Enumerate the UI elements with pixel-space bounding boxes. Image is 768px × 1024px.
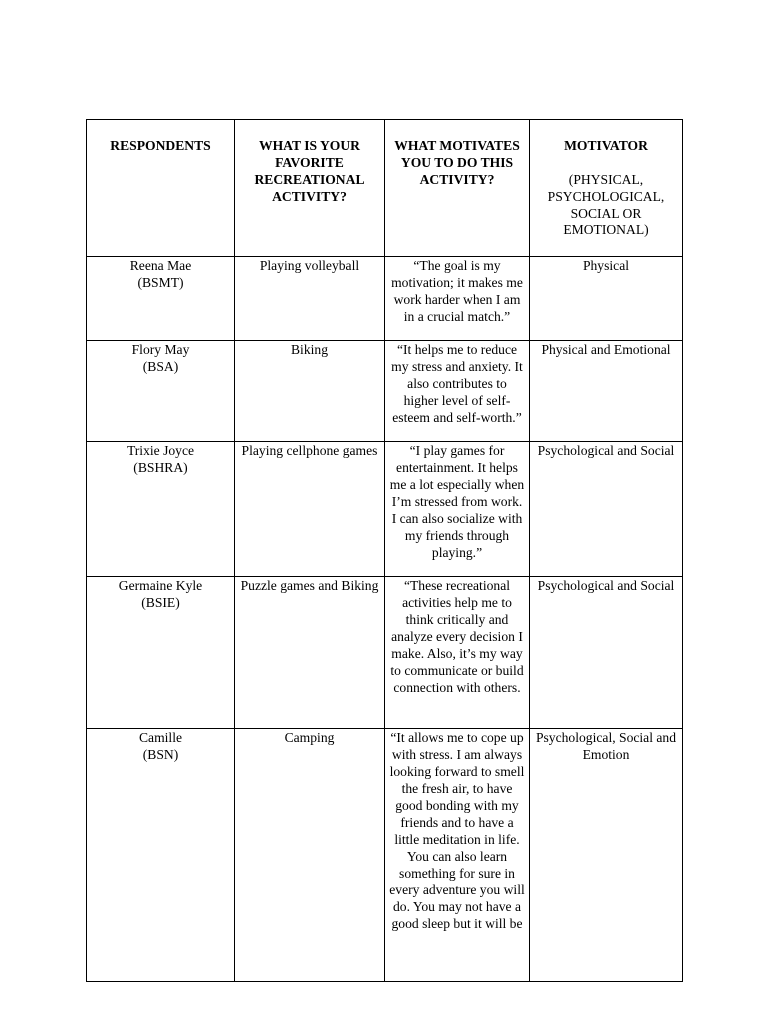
activity-cell: Playing volleyball <box>235 257 385 341</box>
header-motivator: MOTIVATOR (PHYSICAL, PSYCHOLOGICAL, SOCIAL OR EMOTIONAL) <box>530 120 683 257</box>
header-respondents: RESPONDENTS <box>87 120 235 257</box>
motivation-cell: “I play games for entertainment. It helps me a lot especially when I’m stressed from work. I can also socialize with my friends through playing.” <box>385 442 530 577</box>
motivator-cell: Physical and Emotional <box>530 341 683 442</box>
respondent-cell: Flory May (BSA) <box>87 341 235 442</box>
survey-table <box>86 119 683 982</box>
motivator-cell: Physical <box>530 257 683 341</box>
table-row <box>87 729 683 982</box>
table-row <box>87 341 683 442</box>
motivation-cell: “The goal is my motivation; it makes me work harder when I am in a crucial match.” <box>385 257 530 341</box>
motivator-cell: Psychological and Social <box>530 577 683 729</box>
activity-cell: Puzzle games and Biking <box>235 577 385 729</box>
header-motivation: WHAT MOTIVATES YOU TO DO THIS ACTIVITY? <box>385 120 530 257</box>
motivator-cell: Psychological and Social <box>530 442 683 577</box>
motivation-cell: “It allows me to cope up with stress. I am always looking forward to smell the fresh air, to have good bonding with my friends and to have a little meditation in life. You can also learn something for sure in every adventure you will do. You may not have a good sleep but it will be <box>385 729 530 982</box>
respondent-cell: Germaine Kyle (BSIE) <box>87 577 235 729</box>
activity-cell: Biking <box>235 341 385 442</box>
respondent-cell: Camille (BSN) <box>87 729 235 982</box>
table-row <box>87 442 683 577</box>
header-favorite-activity: WHAT IS YOUR FAVORITE RECREATIONAL ACTIVITY? <box>235 120 385 257</box>
motivator-cell: Psychological, Social and Emotion <box>530 729 683 982</box>
respondent-cell: Reena Mae (BSMT) <box>87 257 235 341</box>
activity-cell: Camping <box>235 729 385 982</box>
motivation-cell: “These recreational activities help me to think critically and analyze every decision I make. Also, it’s my way to communicate or build connection with others. <box>385 577 530 729</box>
motivation-cell: “It helps me to reduce my stress and anxiety. It also contributes to higher level of self-esteem and self-worth.” <box>385 341 530 442</box>
header-row <box>87 120 683 257</box>
table-row <box>87 257 683 341</box>
respondent-cell: Trixie Joyce (BSHRA) <box>87 442 235 577</box>
activity-cell: Playing cellphone games <box>235 442 385 577</box>
table-row <box>87 577 683 729</box>
